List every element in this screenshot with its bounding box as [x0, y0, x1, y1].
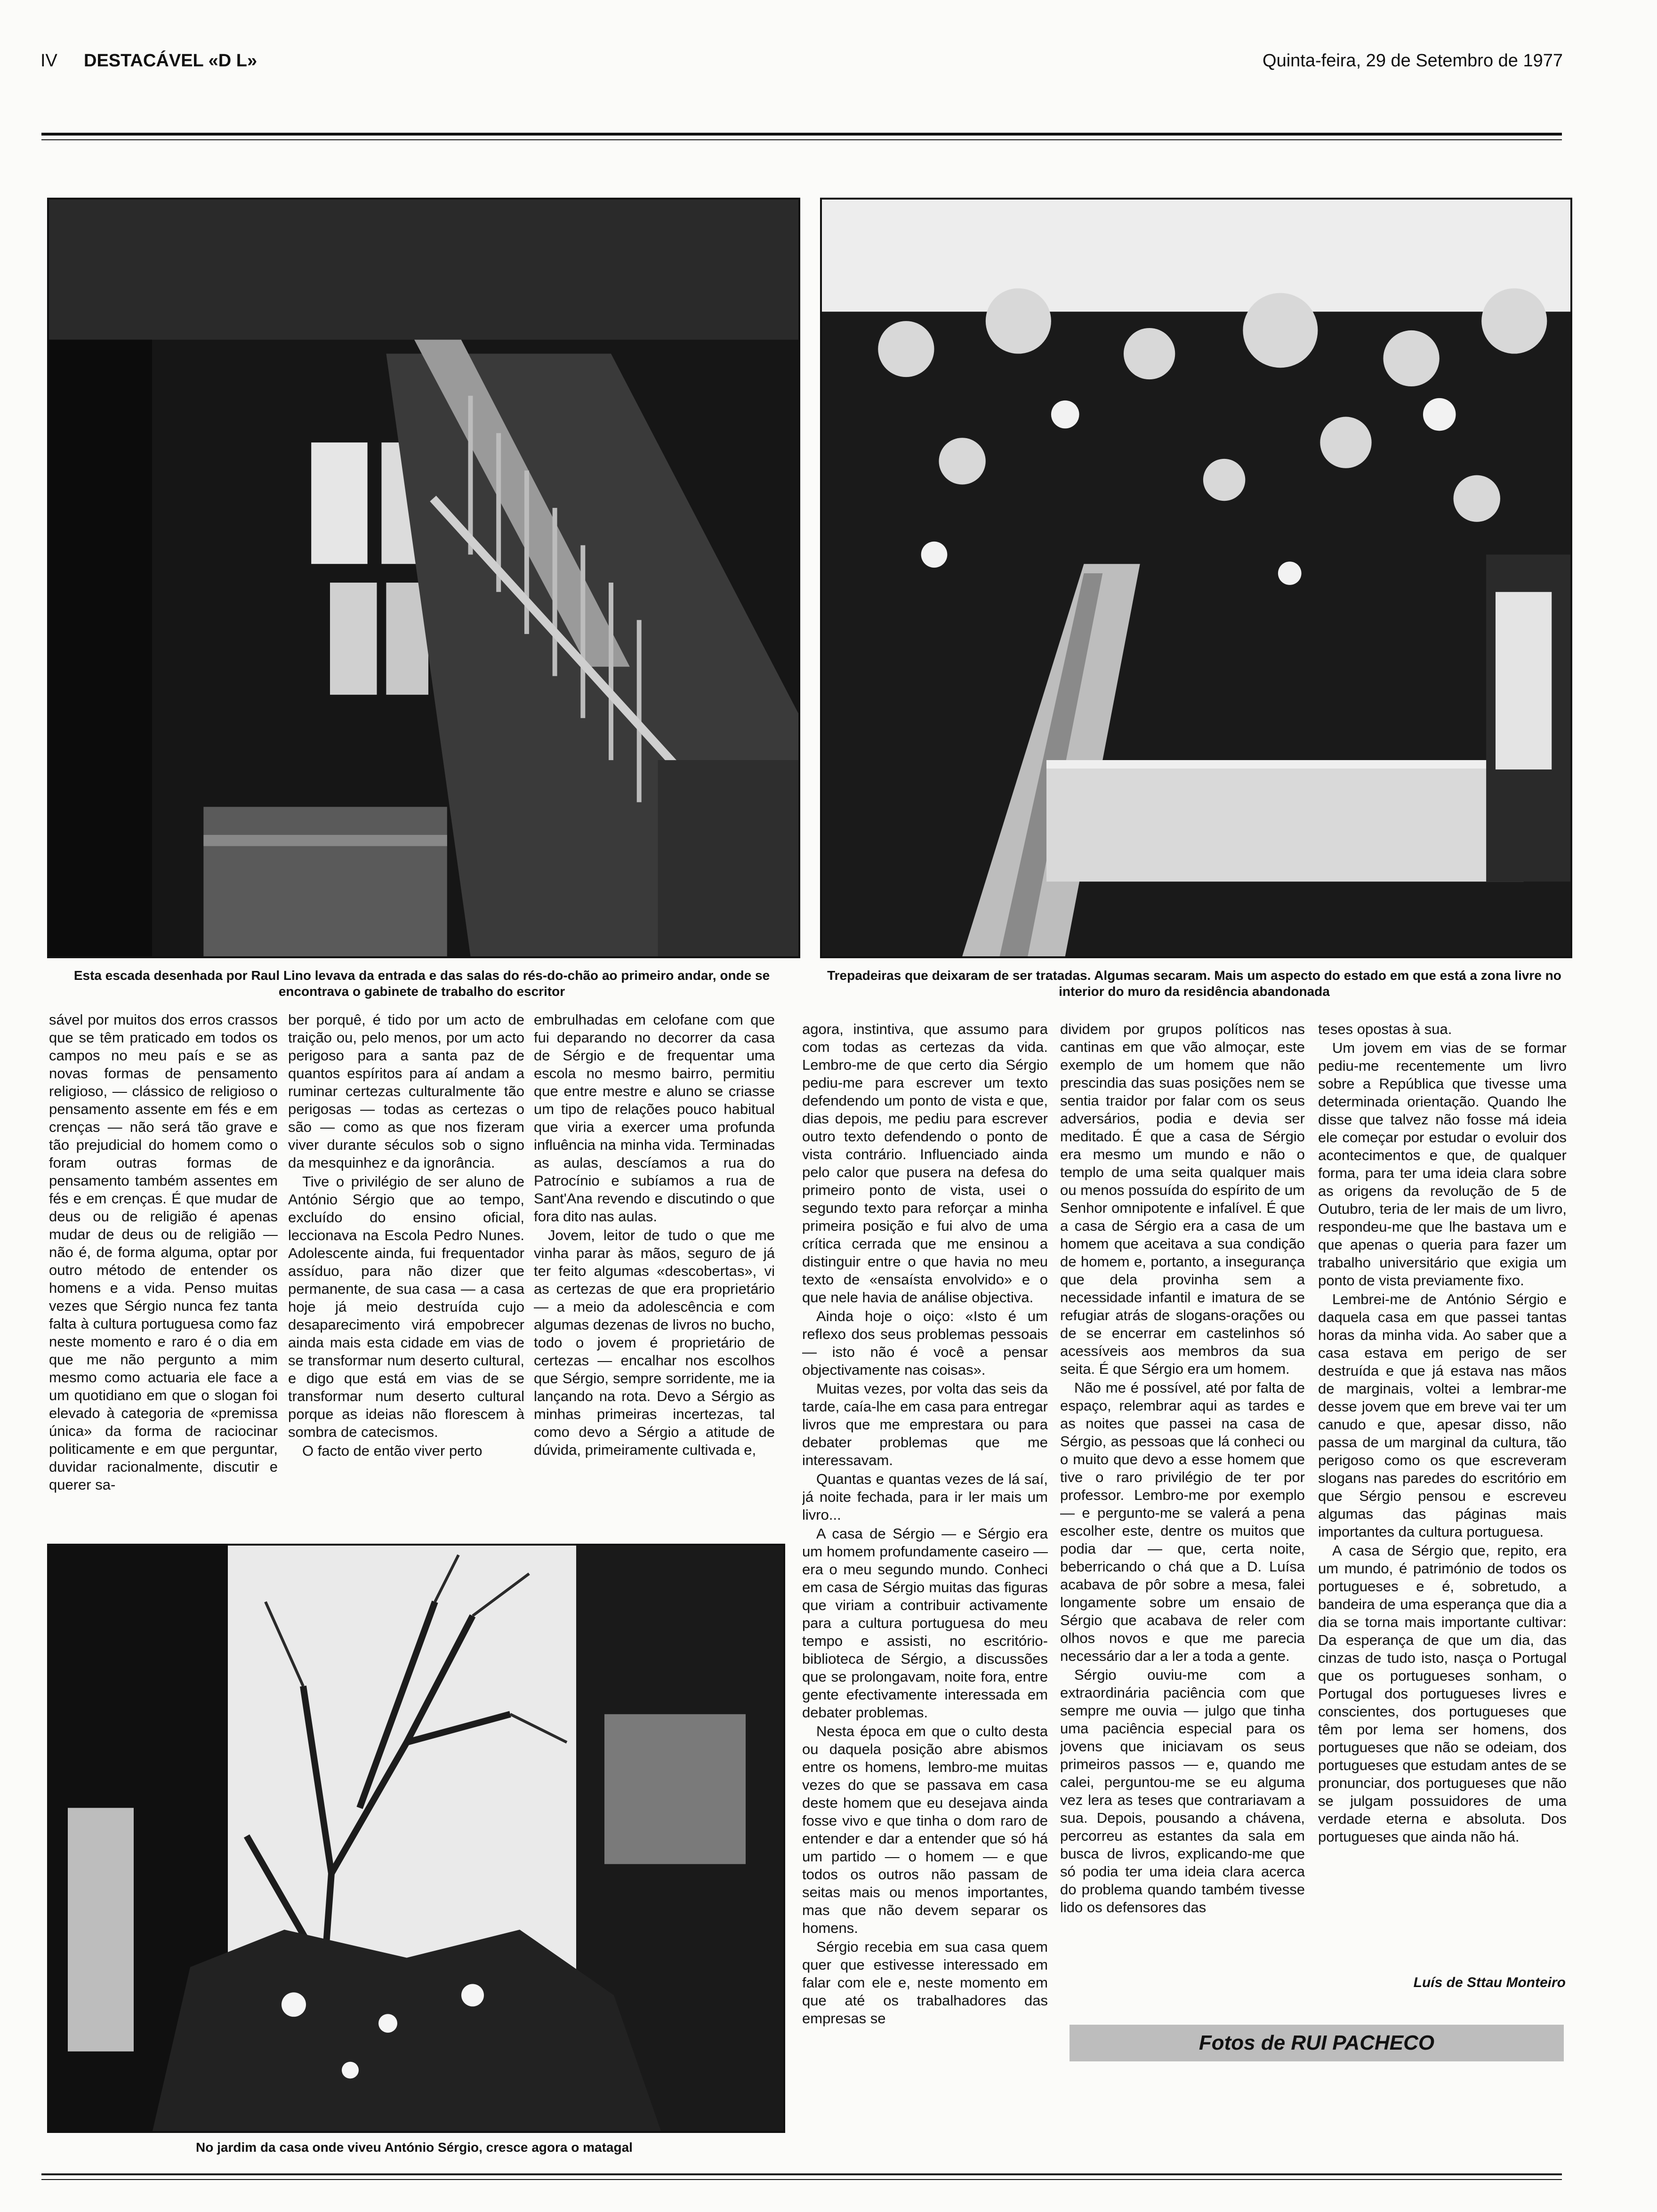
section-title: DESTACÁVEL «D L» [84, 51, 257, 71]
paragraph: A casa de Sérgio — e Sérgio era um homem profundamente caseiro — era o meu segundo mundo. Conheci em casa de Sérgio muitas das figuras que viriam a contribuir activamente para a cultura portuguesa do meu tempo e assisti, no escritório-biblioteca de Sérgio, a discussões que se prolongavam, noite fora, entre gente efectivamente interessada em debater problemas. [802, 1525, 1048, 1721]
top-rule-thin [41, 139, 1562, 140]
photo-credit: Fotos de RUI PACHECO [1070, 2025, 1564, 2061]
top-rule-thick [41, 133, 1562, 136]
paragraph: teses opostas à sua. [1318, 1021, 1452, 1037]
page-number: IV [40, 51, 57, 71]
issue-date: Quinta-feira, 29 de Setembro de 1977 [1263, 51, 1563, 71]
paragraph: sável por muitos dos erros crassos que se têm praticado em todos os campos no meu país e se as novas formas de pensamento religioso, — clássico de religioso o pensamento assente em fés e em crenças — não será tão grave e tão prejudicial do homem como o foram outras formas de pensamento também assentes em fés e em crenças. É que mudar de deus ou de religião é apenas mudar de deus ou de religião — não é, de forma alguma, optar por outro método de entender os homens e a vida. Penso muitas vezes que Sérgio nunca fez tanta falta à cultura portuguesa como faz neste momento e raro é o dia em que me não pergunto a mim mesmo como actuaria ele face a um quotidiano em que o slogan foi elevado à categoria de «premissa única» da forma de raciocinar politicamente e em que perguntar, duvidar racionalmente, discutir e querer sa- [49, 1011, 278, 1493]
paragraph: O facto de então viver perto [302, 1443, 483, 1459]
vines-photo [820, 198, 1572, 958]
paragraph: embrulhadas em celofane com que fui deparando no decorrer da casa de Sérgio e de frequentar uma escola no mesmo bairro, permitiu que entre mestre e aluno se criasse um tipo de relações pouco habitual que viria a exercer uma profunda influência na minha vida. Terminadas as aulas, descíamos a rua do Patrocínio e subíamos a rua de Sant'Ana revendo e discutindo o que fora dito nas aulas. [534, 1011, 775, 1225]
bottom-rule-thick [41, 2173, 1562, 2175]
paragraph: agora, instintiva, que assumo para com todas as certezas da vida. Lembro-me de que certo dia Sérgio pediu-me para escrever um texto defendendo um ponto de vista e que, dias depois, me pediu para escrever outro texto defendendo o ponto de vista contrário. Influenciado ainda pelo calor que pusera na defesa do primeiro ponto de vista, usei o segundo texto para reforçar a minha primeira posição e fui alvo de uma crítica cerrada que me ensinou a distinguir entre o que havia no meu texto de «ensaísta envolvido» e o que nele havia de análise objectiva. [802, 1021, 1048, 1306]
staircase-photo [47, 198, 800, 958]
article-column-1 [49, 1011, 278, 1532]
staircase-caption: Esta escada desenhada por Raul Lino levava da entrada e das salas do rés-do-chão ao primeiro andar, onde se encontrava o gabinete de trabalho do escritor [73, 968, 770, 999]
paragraph: Não me é possível, até por falta de espaço, relembrar aqui as tardes e as noites que passei na casa de Sérgio, as pessoas que lá conheci ou o muito que devo a esse homem que tive o raro privilégio de ter por professor. Lembro-me por exemplo — e pergunto-me se valerá a pena escolher este, dentre os muitos que podia dar — que, certa noite, beberricando o chá que a D. Luísa acabava de pôr sobre a mesa, falei longamente sobre um ensaio de Sérgio que acabava de reler com olhos novos e que me parecia necessário dar a ler a toda a gente. [1060, 1379, 1305, 1664]
paragraph: Tive o privilégio de ser aluno de António Sérgio que ao tempo, excluído do ensino oficial, leccionava na Escola Pedro Nunes. Adolescente ainda, fui frequentador assíduo, para não dizer que permanente, de sua casa — a casa hoje já meio destruída cujo desaparecimento virá empobrecer ainda mais esta cidade em vias de se transformar num deserto cultural, e digo que está em vias de se transformar num deserto cultural porque as ideias não florescem à sombra de catecismos. [288, 1173, 524, 1440]
garden-caption: No jardim da casa onde viveu António Sérgio, cresce agora o matagal [196, 2140, 633, 2155]
article-column-2 [288, 1011, 524, 1532]
article-column-4 [802, 1020, 1048, 2126]
paragraph: Muitas vezes, por volta das seis da tarde, caía-lhe em casa para entregar livros que me emprestara ou para debater problemas que me interessavam. [802, 1380, 1048, 1468]
paragraph: Quantas e quantas vezes de lá saí, já noite fechada, para ir ler mais um livro... [802, 1471, 1048, 1523]
author-signature: Luís de Sttau Monteiro [1413, 1975, 1566, 1990]
vines-caption: Trepadeiras que deixaram de ser tratadas. Algumas secaram. Mais um aspecto do estado em que está a zona livre no interior do muro da residência abandonada [827, 968, 1561, 999]
paragraph: Ainda hoje o oiço: «Isto é um reflexo dos seus problemas pessoais — isto não é você a pensar objectivamente nas coisas». [802, 1308, 1048, 1378]
paragraph: Lembrei-me de António Sérgio e daquela casa em que passei tantas horas da minha vida. Ao saber que a casa estava em perigo de ser destruída e que já estava nas mãos de marginais, voltei a lembrar-me desse jovem que em breve vai ter um canudo e que, apesar disso, não passa de um marginal da cultura, tão perigoso como os que escreveram slogans nas paredes do escritório em que Sérgio pensou e escreveu algumas das páginas mais importantes da cultura portuguesa. [1318, 1291, 1567, 1540]
garden-photo [47, 1544, 785, 2133]
paragraph: Nesta época em que o culto desta ou daquela posição abre abismos entre os homens, lembro-me muitas vezes do que se passava em casa deste homem que eu desejava ainda fosse vivo e que tinha o dom raro de entender e dar a entender que só há um partido — o homem — e que todos os outros não passam de seitas mais ou menos importantes, mas que não devem separar os homens. [802, 1723, 1048, 1936]
article-column-3 [534, 1011, 775, 1532]
paragraph: Sérgio ouviu-me com a extraordinária paciência com que sempre me ouvia — julgo que tinha uma paciência especial para os jovens que iniciavam os seus primeiros passos — e, quando me calei, perguntou-me se eu alguma vez lera as teses que contrariavam a sua. Depois, pousando a chávena, percorreu as estantes da sala em busca de livros, explicando-me que só podia ter uma ideia clara acerca do problema quando também tivesse lido os defensores das [1060, 1667, 1305, 1915]
paragraph: Um jovem em vias de se formar pediu-me recentemente um livro sobre a República que tivesse uma determinada orientação. Quando lhe disse que talvez não fosse má ideia ele começar por estudar o evoluir dos acontecimentos e que, de qualquer forma, para ter uma ideia clara sobre as origens da revolução de 5 de Outubro, teria de ler mais de um livro, respondeu-me que lhe bastava um e que apenas o queria para fazer um trabalho universitário que exigia um ponto de vista previamente fixo. [1318, 1040, 1567, 1289]
paragraph: Jovem, leitor de tudo o que me vinha parar às mãos, seguro de já ter feito algumas «descobertas», vi as certezas de que era proprietário — a meio da adolescência e com algumas dezenas de livros no bucho, todo o jovem é proprietário de certezas — encalhar nos escolhos que Sérgio, sempre sorridente, me ia lançando na rota. Devo a Sérgio as minhas primeiras incertezas, tal como devo a Sérgio a atitude de dúvida, primeiramente cultivada e, [534, 1227, 775, 1458]
paragraph: A casa de Sérgio que, repito, era um mundo, é património de todos os portugueses e é, sobretudo, a bandeira de uma esperança que dia a dia se torna mais importante cultivar: Da esperança de que um dia, das cinzas de tudo isto, nasça o Portugal que os portugueses sonham, o Portugal dos portugueses livres e conscientes, dos portugueses que têm por lema ser homens, dos portugueses que não se odeiam, dos portugueses que estudam antes de se pronunciar, dos portugueses que não se julgam possuidores de uma verdade eterna e absoluta. Dos portugueses que ainda não há. [1318, 1542, 1567, 1845]
paragraph: Sérgio recebia em sua casa quem quer que estivesse interessado em falar com ele e, neste momento em que até os trabalhadores das empresas se [802, 1939, 1048, 2027]
paragraph: ber porquê, é tido por um acto de traição ou, pelo menos, por um acto perigoso para a santa paz de quantos espíritos para aí andam a ruminar certezas culturalmente tão perigosas — todas as certezas o são — como as que nos fizeram viver durante séculos sob o signo da mesquinhez e da ignorância. [288, 1011, 524, 1171]
paragraph: dividem por grupos políticos nas cantinas em que vão almoçar, este exemplo de um homem que não prescindia das suas posições nem se sentia traidor por falar com os seus adversários, podia e devia ser meditado. É que a casa de Sérgio era mesmo um mundo e não o templo de uma seita qualquer mais ou menos possuída do espírito de um Senhor omnipotente e infalível. É que a casa de Sérgio era a casa de um homem que aceitava a sua condição de homem e, portanto, a insegurança que dela provinha sem a necessidade infantil e imatura de se refugiar atrás de slogans-orações ou de se encerrar em castelinhos só acessíveis aos membros da sua seita. É que Sérgio era um homem. [1060, 1021, 1305, 1377]
bottom-rule-thin [41, 2179, 1562, 2180]
article-column-5 [1060, 1020, 1305, 2126]
article-column-6 [1318, 1020, 1567, 1952]
